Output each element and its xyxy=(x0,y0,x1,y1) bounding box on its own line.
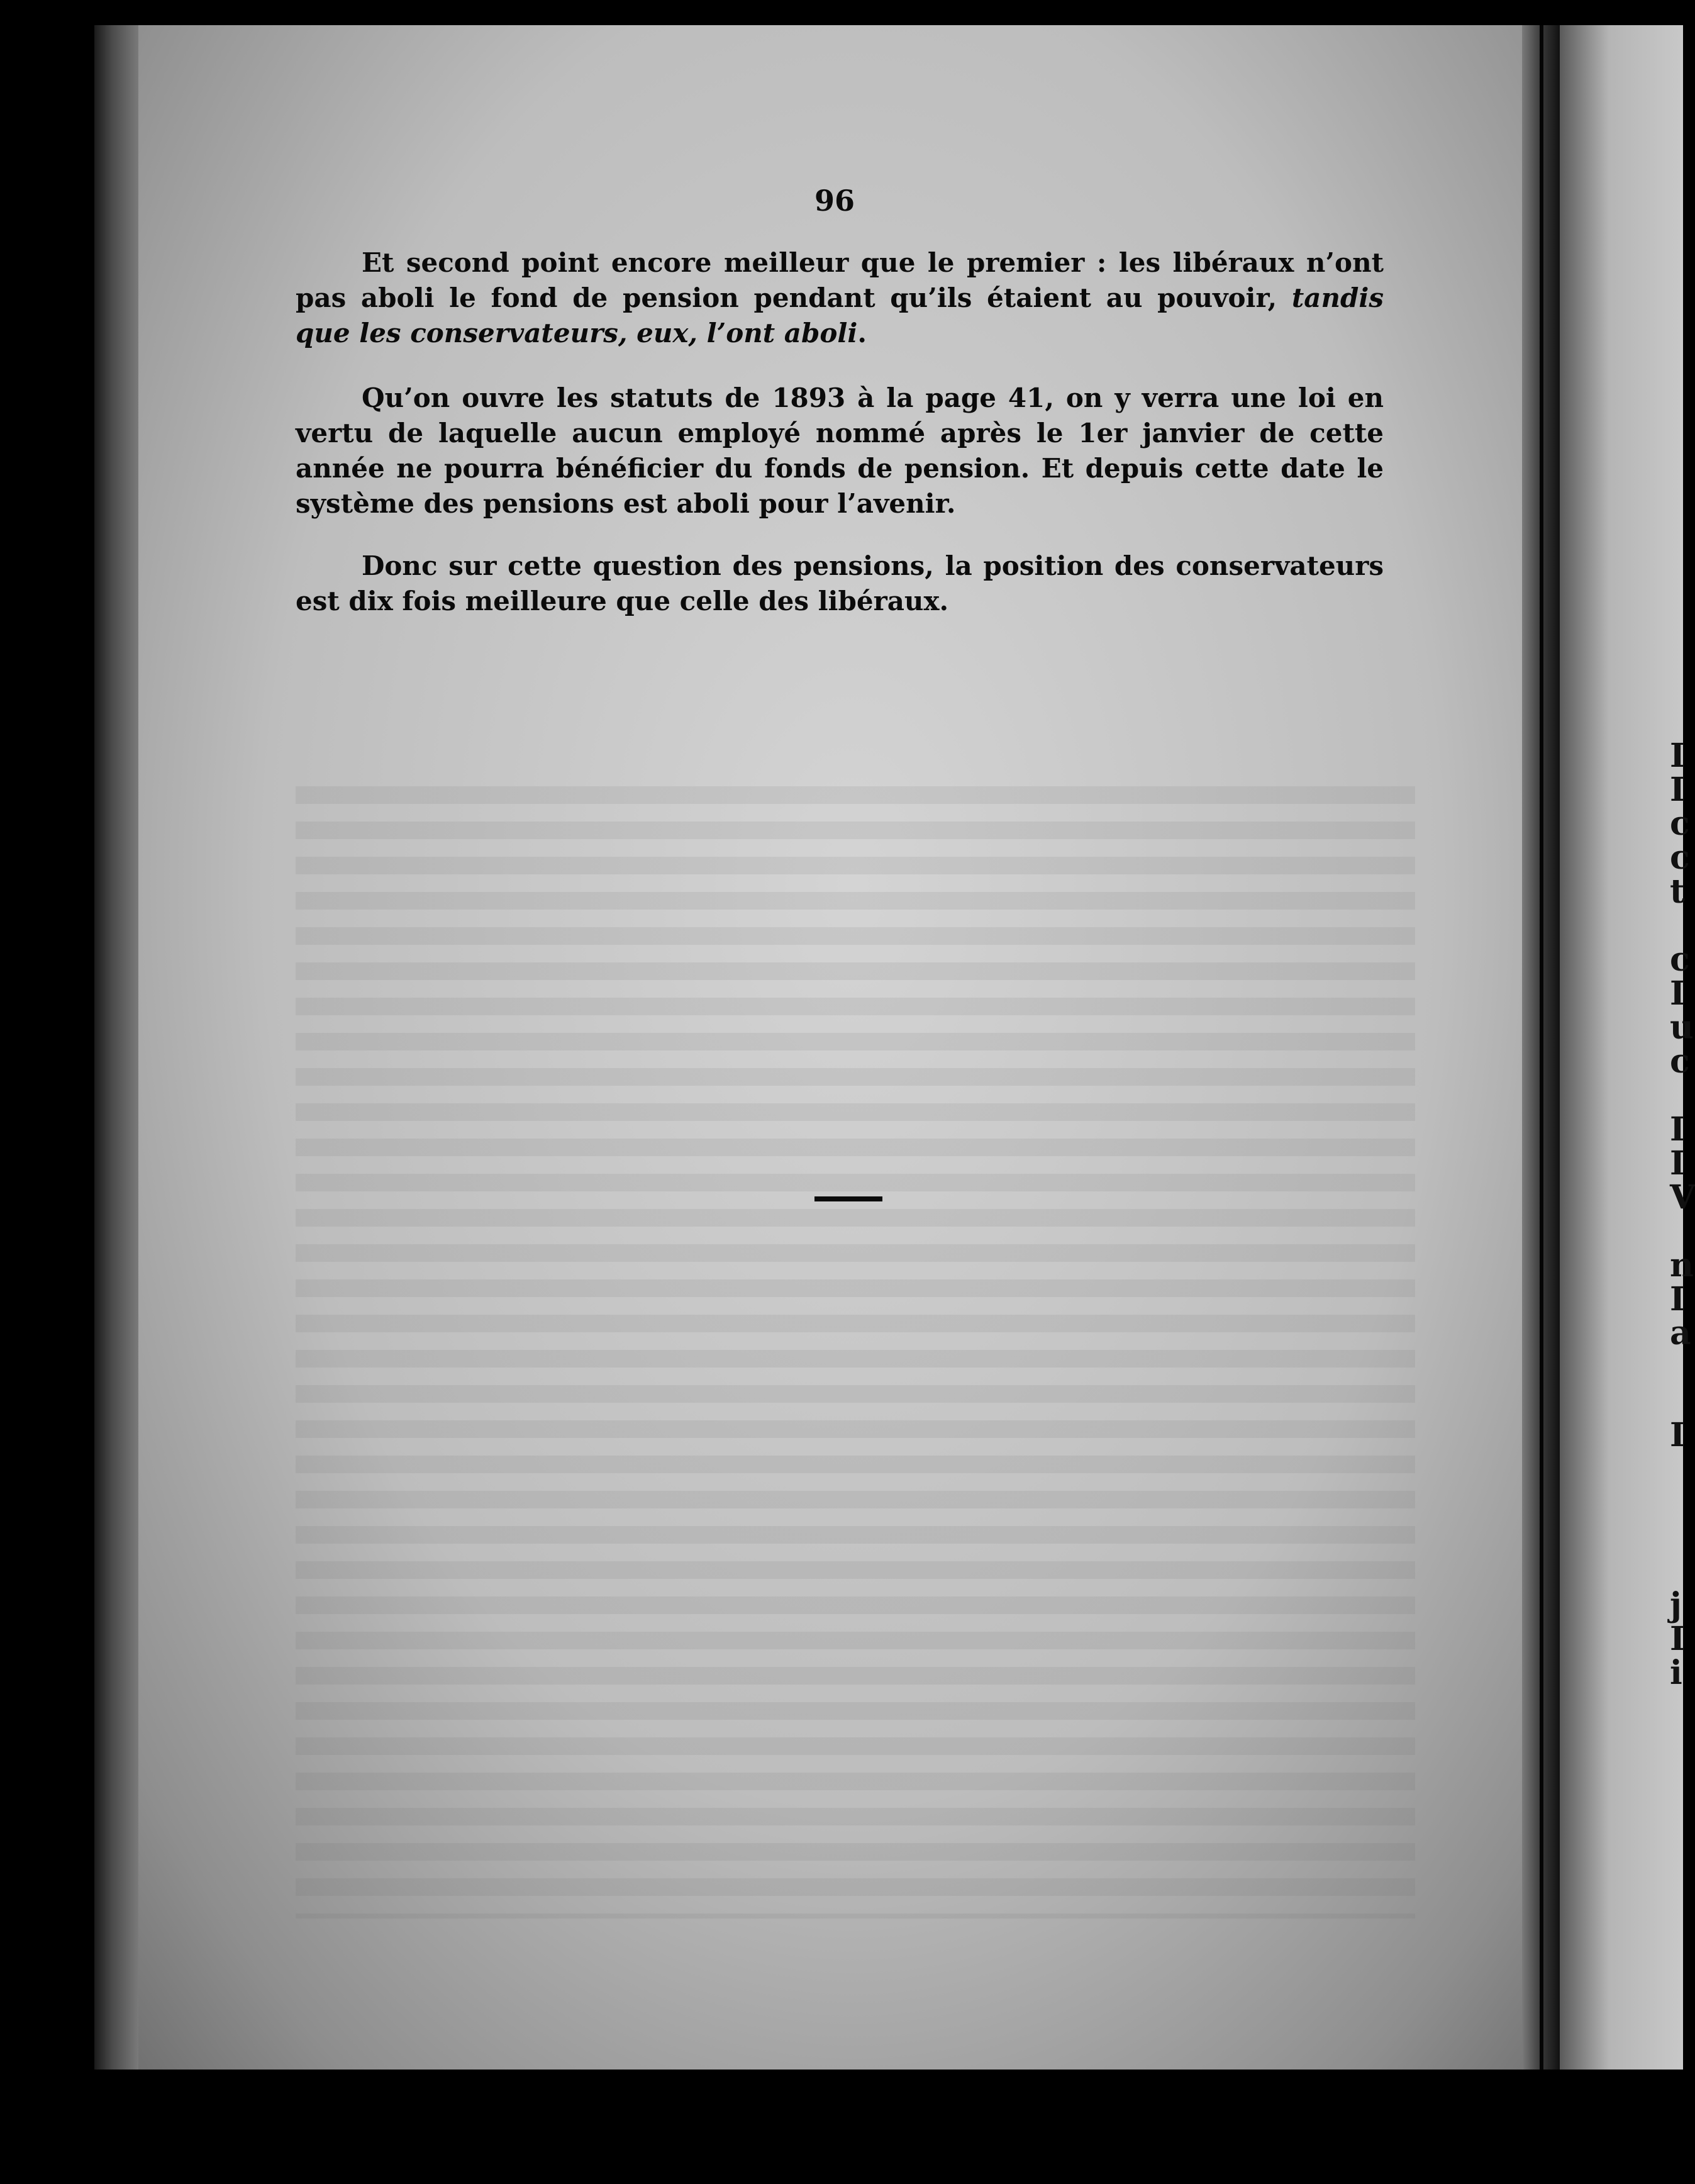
adjacent-page-letters: I I c c t c I u c I I V n I a I j I i xyxy=(1670,737,1695,1692)
paragraph-1-text: Et second point encore meilleur que le premier : les libéraux n’ont pas aboli le fond de pension pendant qu’ils étaient au pouvoir, xyxy=(296,247,1384,313)
paragraph-1 xyxy=(296,245,1384,351)
bleed-through-text xyxy=(296,786,1415,1919)
paragraph-1-end: . xyxy=(857,318,867,348)
page-number: 96 xyxy=(814,184,855,218)
page-left-shadow xyxy=(94,25,138,2070)
paragraph-1-emphasis: tandis que les conservateurs, eux, l’ont aboli xyxy=(296,282,1384,348)
gutter-binding-line xyxy=(1540,25,1543,2070)
adjacent-page-edge xyxy=(1560,25,1695,2070)
paragraph-3: Donc sur cette question des pensions, la position des conservateurs est dix fois meilleure que celle des libéraux. xyxy=(296,550,1384,616)
end-rule xyxy=(814,1196,882,1201)
paragraph-2: Qu’on ouvre les statuts de 1893 à la page 41, on y verra une loi en vertu de laquelle aucun employé nommé après le 1er janvier de cette année ne pourra bénéficier du fonds de pension. Et depuis cette date le système des pensions est aboli pour l’avenir. xyxy=(296,382,1384,519)
